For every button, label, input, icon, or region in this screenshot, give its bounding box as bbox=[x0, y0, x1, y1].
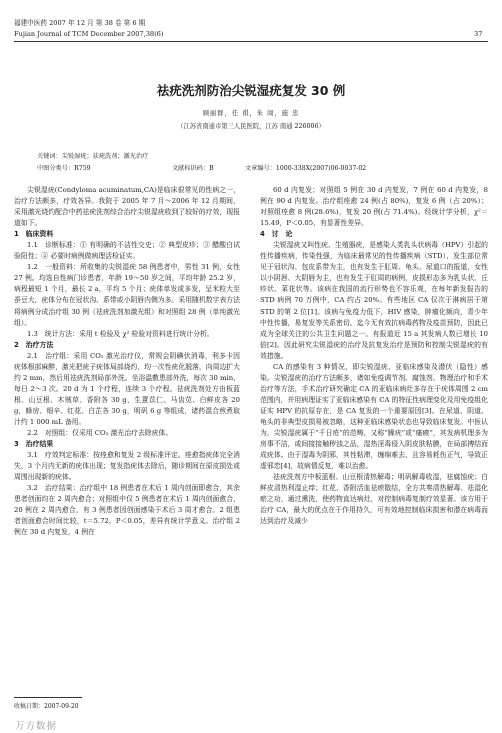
paragraph: 1.2 一般资料：所收集的尖锐湿疣 58 例患者中，男性 31 例，女性 27 例。均选自性病门诊患者，年龄 19～50 岁之间，平均年龄 25.2 岁，病程最短 1 个月，最长 2 a，平均 5 个月；疣体单发或多发，呈米粒大至蚕豆大，疣体分布在冠状沟、系带或小阴唇内侧为多。采用随机数字表方法将病例分成治疗组 30 例（祛疣洗剂加激光组）和对照组 28 例（单纯激光组）。 bbox=[14, 263, 240, 327]
clc-number: 中图分类号：R759 bbox=[37, 165, 91, 172]
authors: 顾丽群，任 祺，朱 闯，施 忠 bbox=[202, 110, 300, 117]
header-rule bbox=[14, 41, 488, 42]
section-heading: 3 治疗结果 bbox=[14, 440, 54, 449]
received-date: 收稿日期：2007-09-20 bbox=[14, 703, 79, 710]
article-id: 文章编号：1000-338X(2007)06-0037-02 bbox=[245, 165, 367, 172]
paragraph: 尖锐湿疣(Condyloma acuminatum,CA)是临床很常见的性病之一，治疗方法颇多，疗效各异。我院于 2005 年 7 月～2006 年 12 月期间，采用激光烧灼配合中药祛疣洗剂综合治疗尖锐湿疣收到了较好的疗效，现报道如下。 bbox=[14, 186, 240, 228]
section-heading: 2 治疗方法 bbox=[14, 340, 54, 349]
footnote-rule bbox=[14, 697, 82, 698]
paragraph: 2.2 对照组：仅采用 CO₂ 激光治疗去除疣体。 bbox=[27, 429, 173, 438]
paragraph: 尖锐湿疣又叫性疣、生殖器疣，是感染人类乳头状病毒（HPV）引起的性传播疾病，传染性强，为临床最常见的性传播疾病（STD），发生部位常见于冠状沟、包皮系带为主，也有发生于肛周、龟头、尿道口的报道，女性以小阴唇、大阴唇为主，也有发生于肛周的病例，皮损形态多为乳头状、丘疹状、菜花状等。该病在我国的流行形势也不容乐观，在每年新发报告的 STD 病例 70 万例中，CA 约占 20%。有些地区 CA 仅次于淋病居于第 STD 的第 2 位[1]。该病与免疫力低下，HIV 感染，肿瘤化频向，青少年中性传播，易复发等关系密切，迄今无有效抗病毒药物及疫苗预防，因此已成为全球关注的公共卫生问题之一。有报道近 15 a 其发病人数已增长 10 倍[2]。因此研究尖锐湿疣的治疗及抗复发治疗是预防和控制尖锐湿疣的有效措施。 bbox=[260, 241, 488, 360]
affiliation: （江苏省南通市第三人民医院，江苏 南通 226006） bbox=[177, 123, 325, 130]
paragraph: 1.3 统计方法：采用 t 检验及 χ² 检验对资料进行统计分析。 bbox=[27, 329, 214, 338]
paragraph: 2.1 治疗组：采用 CO₂ 激光治疗仪，常规会阴碘伏消毒，利多卡因疣体根部麻醉，激光把疣子疣体局部烧灼，均一次性疣化脱落，向周边扩大约 2 mm，然后用祛疣洗剂局部外洗。坐浴温敷患部外洗，每次 30 min，每日 2～3 次。20 d 为 1 个疗程，连续 3 个疗程。祛疣洗剂处方由板蓝根、山豆根、木贼草、香附各 30 g，生薏苡仁、马齿苋、白鲜皮各 20 g，蜂房、细辛、红花、白芷各 30 g，明矾 6 g 等组成，诸药混合煎煮取汁约 1 000 mL 备用。 bbox=[14, 351, 240, 426]
page-number: 37 bbox=[474, 30, 483, 38]
paragraph: 3.2 治疗结果：治疗组中 18 例患者在术后 1 周内创面即愈合，其余患者创面均在 2 周内愈合；对照组中仅 5 例患者在术后 1 周内创面愈合，20 例在 2 周内愈合，有 3 例患者因创面感染于术后 3 周才愈合。2 组患者创面愈合时间比较，t＝5.72，P＜0.05，差异有统计学意义。治疗组 2 例在 30 d 内复发，4 例在 bbox=[14, 484, 240, 537]
paragraph: 3.1 疗效判定标准：按痊愈和复发 2 级标准评定。痊愈指疣体完全消失，3 个月内无新的疣体出现；复发指疣体去除后，随诊期间在原皮损处或周围出现新的疣体。 bbox=[14, 451, 240, 482]
watermark-text: 万方数据 bbox=[15, 721, 58, 732]
left-column bbox=[14, 185, 240, 539]
journal-header-en: Fujian Journal of TCM December 2007,38(6) bbox=[14, 30, 164, 38]
paragraph: 60 d 内复发；对照组 5 例在 30 d 内复发，7 例在 60 d 内复发，8 例在 90 d 内复发。治疗组痊愈 24 例(占 80%)，复发 6 例（占 20%）；对照组痊愈 8 例(28.6%)，复发 20 例(占 71.4%)。经统计学分析，χ²＝15.49，P＜0.05，有显著性差异。 bbox=[260, 186, 488, 228]
section-heading: 1 临床资料 bbox=[14, 230, 54, 239]
keywords: 关键词：尖锐湿疣；祛疣洗剂；激光治疗 bbox=[37, 153, 149, 160]
paragraph: CA 的感染有 3 种情况，即尖锐湿疣、亚临床感染及潜伏（隐性）感染。尖锐湿疣的治疗方法颇多，诸如免疫调节剂、腐蚀剂、物理治疗和手术治疗等方法，手术治疗研究确定 CA 的亚临床病灶多存在于疣体周围 2 cm 范围内，并用病理证实了亚临床感染有 CA 的特征性病理变化及用免疫组化证实 HPV 的抗原存在，是 CA 复发的一个重要原因[3]。在尿道、阴道、龟头的非典型皮损易被忽略，这种亚临床感染状态也导致临床复发。中医认为，尖锐湿疣属于“千日疮”的范畴，又称“臊疣”或“瘙瘊”，其发病机理多为房事不洁，或间接接触秽浊之品，湿热淫毒侵入阴皮肤粘膜，在局部搏结而成疣体。由于湿毒为阴邪，其性粘滞，缠绵难去，且容易耗伤正气，导致正虚邪恋[4]，故病情反复，难以治愈。 bbox=[260, 362, 488, 471]
paragraph: 祛疣洗剂方中板蓝根、山豆根清热解毒；明矾解毒收湿，祛腐蚀疣；白鲜皮清热利湿止痒；红花、香附活血祛瘀散结，全方共奏清热解毒、祛湿化瘀之功，通过熏洗，使药物直达病灶，对控制病毒复制疗效显著。该方用于治疗 CA，最大的优点在于作用持久，可有效地控制临床损害和潜在病毒而达到治疗及减少 bbox=[260, 473, 488, 526]
section-heading: 4 讨 论 bbox=[260, 230, 293, 239]
article-title: 祛疣洗剂防治尖锐湿疣复发 30 例 bbox=[156, 83, 346, 98]
right-column bbox=[260, 185, 488, 527]
doc-code: 文献标识码：B bbox=[172, 165, 214, 172]
journal-header-cn: 福建中医药 2007 年 12 月 第 38 卷 第 6 期 bbox=[14, 19, 146, 27]
paragraph: 1.1 诊断标准：① 有明确的不洁性交史；② 典型皮疹；③ 醋酸白试验阳性；④ 必要时病例做病理活检证实。 bbox=[14, 241, 240, 261]
